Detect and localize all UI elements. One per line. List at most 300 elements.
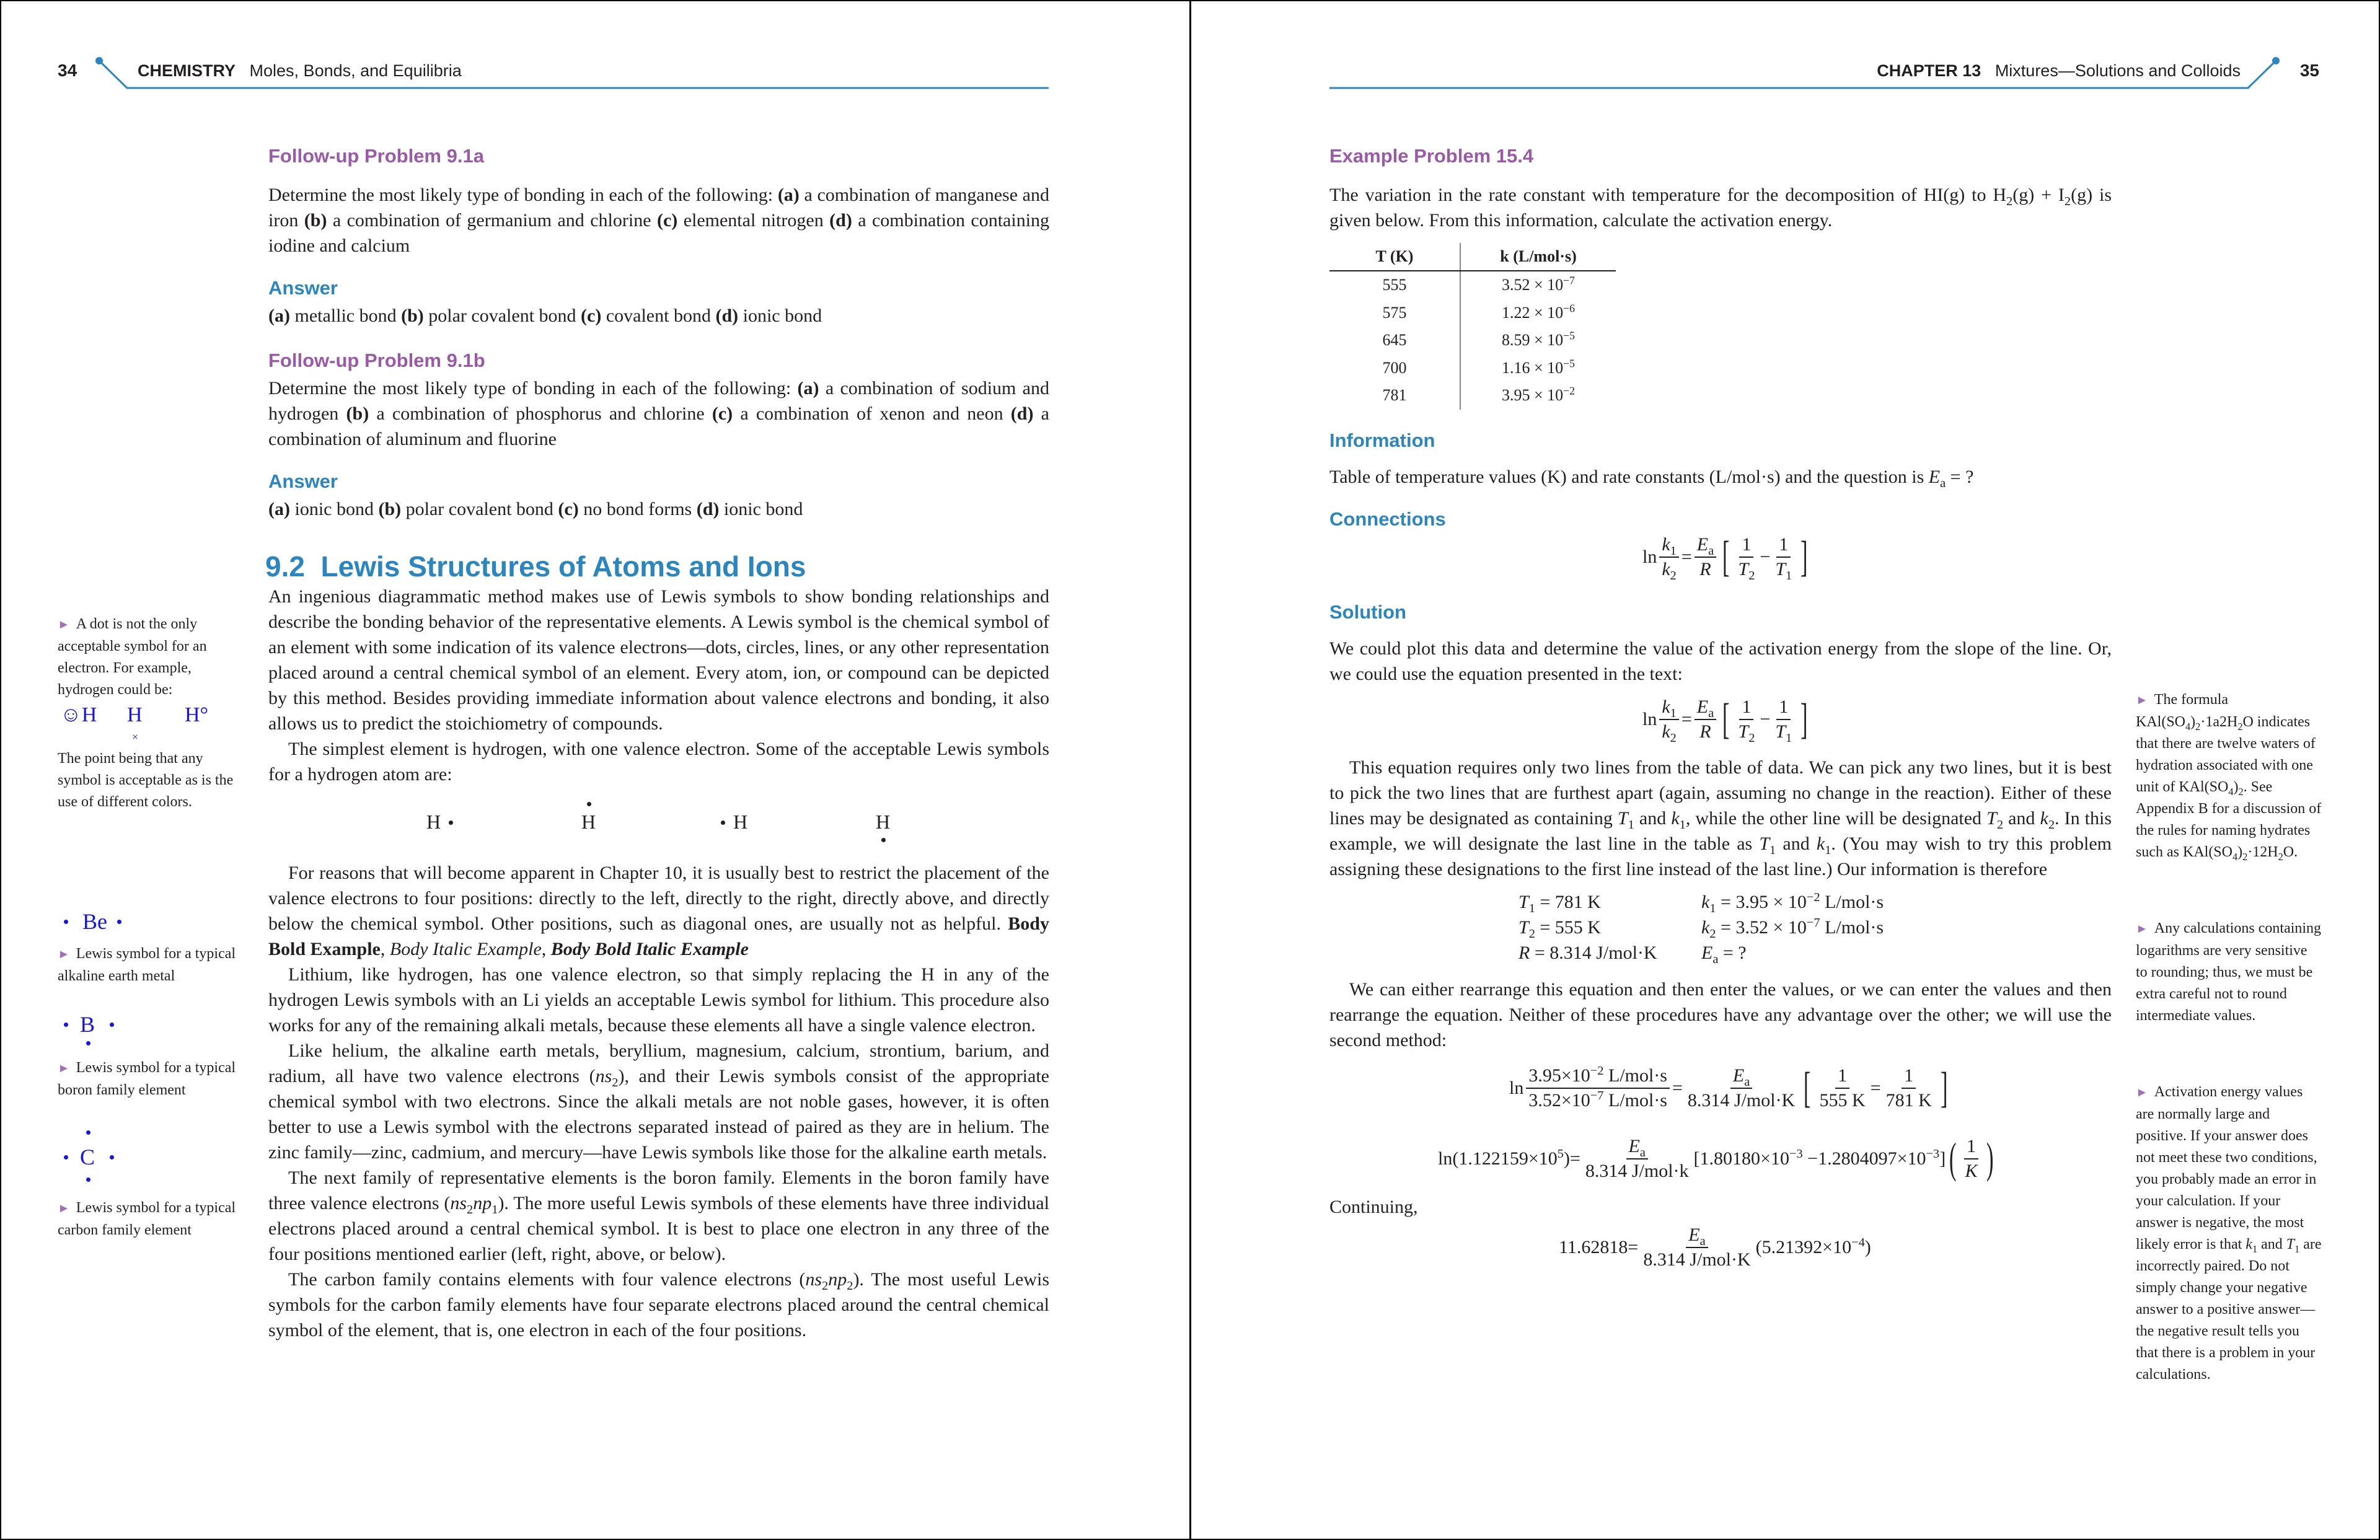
electron-dot-icon: [86, 1041, 90, 1045]
text-run: . In this example, we will designate the last line in the table as: [1329, 807, 2112, 854]
text-run: a: [1712, 952, 1719, 966]
text-run: (c): [656, 210, 678, 231]
text-run: a: [1940, 476, 1946, 490]
column-header: k (L/mol·s): [1460, 243, 1616, 271]
text-run: a: [1708, 706, 1714, 720]
text-run: Body Bold Italic Example: [550, 939, 749, 959]
text-run: 8.314 J/mol·K: [1643, 1249, 1751, 1270]
text-run: = 3.52 × 10: [1716, 917, 1807, 938]
text-run: metallic bond: [289, 306, 402, 326]
text-run: = ?: [1718, 942, 1747, 963]
text-run: and: [2257, 1236, 2286, 1252]
text-run: L/mol·s: [1603, 1089, 1667, 1111]
text-run: 2: [2048, 817, 2055, 832]
lewis-be-symbol: Be: [58, 909, 182, 936]
electron-dot-icon: [86, 1177, 90, 1182]
given-value: [1701, 889, 1949, 915]
text-run: a combination of phosphorus and chlorine: [369, 403, 712, 424]
paragraph: [268, 1038, 1049, 1165]
text-run: a combination of manganese and iron: [268, 185, 1049, 231]
text-run: For reasons that will become apparent in Chapter 10, it is usually best to restrict the placement of the valence electrons to four positions: directly to the left, directly to the right, directly above, and directly below the chemical symbol. Other positions, such as diagonal ones, are usually not as helpful.: [268, 863, 1049, 934]
table-row: [1329, 382, 1616, 410]
text-run: E: [1696, 696, 1709, 717]
text-run: 1: [2252, 1243, 2258, 1255]
triangle-marker-icon: ►: [2136, 922, 2148, 936]
text-run: and: [1634, 807, 1672, 829]
given-values: [1518, 889, 2112, 966]
bracket-close: ]: [1940, 1063, 1948, 1112]
lewis-c-symbol: C: [58, 1128, 182, 1187]
header-title: Moles, Bonds, and Equilibria: [249, 61, 462, 80]
temperature-cell: 645: [1329, 327, 1460, 354]
text-run: a combination of germanium and chlorine: [327, 210, 657, 231]
text-run: ns: [595, 1066, 612, 1086]
text-run: R: [1699, 558, 1711, 579]
bracket-close: ]: [1800, 695, 1808, 743]
triangle-marker-icon: ►: [58, 1062, 70, 1075]
text-run: −7: [1590, 1088, 1604, 1102]
text-run: [1.80180×10: [1693, 1148, 1789, 1169]
text-run: , while the other line will be designated: [1685, 807, 1987, 829]
temperature-cell: 555: [1329, 271, 1460, 299]
text-run: a combination of sodium and hydrogen: [268, 378, 1049, 424]
text-run: a: [1744, 1075, 1750, 1089]
text-run: E: [1628, 1135, 1640, 1156]
text-run: = 781 K: [1535, 891, 1601, 912]
bracket-open: [: [1722, 532, 1730, 581]
rate-constant-cell: $3.52 \times 10^{-7}$: [1502, 274, 1575, 294]
problem-heading: Follow-up Problem 9.1a: [268, 145, 484, 167]
text-run: (b): [304, 210, 327, 231]
text-run: 2: [847, 1279, 853, 1293]
text-run: We could plot this data and determine the value of the activation energy from the slope of the line. Or, we could use the equation presented in the text:: [1329, 638, 2112, 684]
text-run: a combination of xenon and neon: [733, 403, 1011, 424]
text-run: ·12H: [2247, 844, 2278, 860]
text-run: (d): [1010, 403, 1034, 424]
temperature-cell: 700: [1329, 354, 1460, 382]
temperature-cell: 575: [1329, 299, 1460, 327]
text-run: L/mol·s: [1820, 891, 1884, 912]
text-run: . See Appendix B for a discussion of the rules for naming hydrates such as KAl(SO: [2136, 779, 2322, 860]
text-run: T: [1759, 833, 1770, 854]
text-run: T: [1775, 721, 1786, 742]
electron-dot-icon: [117, 920, 121, 924]
text-run: E: [1732, 1065, 1745, 1086]
problem-text: [268, 182, 1049, 258]
bracket-open: [: [1804, 1063, 1811, 1112]
electron-dot-icon: [721, 821, 725, 825]
text-run: 2: [822, 1279, 829, 1293]
margin-note: [2136, 918, 2322, 1027]
text-run: T: [2286, 1236, 2295, 1252]
text-run: k: [1662, 696, 1670, 717]
left-header-rule: [0, 0, 1190, 99]
text-run: 2: [1748, 731, 1755, 745]
text-run: k: [1701, 917, 1710, 938]
text-run: T: [1986, 807, 1997, 829]
electron-dot-icon: [449, 821, 453, 825]
text-run: Body Italic Example: [389, 939, 542, 959]
running-header: [138, 61, 462, 81]
text-run: ): [1864, 1236, 1871, 1257]
margin-note: [2136, 689, 2322, 863]
margin-note: [2136, 1081, 2322, 1386]
text-run: ns: [805, 1269, 822, 1290]
text-run: −3: [1926, 1146, 1940, 1161]
text-run: (c): [581, 306, 602, 326]
text-run: (c): [712, 403, 733, 424]
text-run: np: [473, 1193, 492, 1213]
ln-label: ln: [1642, 708, 1657, 729]
text-run: 1: [1786, 568, 1792, 583]
text-run: (a): [268, 306, 290, 326]
text-run: k: [2246, 1236, 2252, 1252]
text-run: Lithium, like hydrogen, has one valence electron, so that simply replacing the H in any of the hydrogen Lewis symbols with an Li yields an acceptable Lewis symbol for lithium. This procedure also works for any of the remaining alkali metals, because these elements all have a single valence electron.: [268, 964, 1049, 1036]
text-run: ·1a2H: [2200, 714, 2238, 730]
triangle-marker-icon: ►: [2136, 1086, 2148, 1099]
text-run: . (You may wish to try this problem assigning these designations to the first line instead of the last line.) Our information is therefore: [1329, 833, 2112, 879]
solution-text: [1329, 636, 2112, 687]
text-run: Determine the most likely type of bonding in each of the following:: [268, 378, 798, 398]
text-run: (b): [346, 403, 369, 424]
text-run: L/mol·s: [1820, 917, 1884, 938]
book-title: CHEMISTRY: [138, 61, 236, 80]
paragraph: [268, 962, 1049, 1038]
text-run: The formula KAl(SO: [2136, 692, 2229, 730]
left-main-column: [265, 144, 1050, 1343]
text-run: T: [1775, 558, 1786, 579]
text-run: 2: [467, 1203, 474, 1217]
text-run: (g) + I: [2012, 185, 2065, 205]
triangle-marker-icon: ►: [2136, 693, 2148, 707]
text-run: polar covalent bond: [401, 499, 558, 519]
text-run: k: [1701, 891, 1710, 912]
right-header-rule: [1190, 0, 2380, 99]
text-run: polar covalent bond: [423, 306, 581, 326]
text-run: = ?: [1946, 466, 1974, 487]
table-row: [1329, 354, 1616, 382]
text-run: 2: [1996, 817, 2004, 832]
section-heading: [265, 549, 1049, 584]
page-number: 35: [2299, 61, 2319, 80]
text-run: O indicates that there are twelve waters of hydration associated with one unit of KAl(SO: [2136, 714, 2316, 795]
text-run: 2: [1709, 926, 1716, 941]
text-run: k: [2040, 807, 2048, 829]
text-run: ,: [380, 939, 390, 959]
text-run: ): [2237, 844, 2243, 860]
text-run: (a): [777, 185, 800, 205]
text-run: and: [1776, 833, 1817, 854]
text-run: This equation requires only two lines from the table of data. We can pick any two lines, but it is best to pick the two lines that are furthest apart (again, assuming no change in the reaction). Either of these lines may be designated as containing: [1329, 757, 2112, 829]
answer-heading: Answer: [268, 277, 338, 299]
answer-text: [268, 496, 1049, 522]
column-header: T (K): [1329, 243, 1460, 271]
text-run: 2: [2195, 720, 2201, 733]
text-run: E: [1688, 1224, 1700, 1245]
bracket-close: ]: [1800, 532, 1808, 581]
text-run: 5: [1557, 1146, 1564, 1161]
paragraph: [268, 736, 1049, 787]
text-run: 1: [491, 1203, 498, 1217]
example-text: [1329, 182, 2112, 233]
text-run: ), and their Lewis symbols consist of the appropriate chemical symbol with two electrons. Since the alkali metals are not noble gases, however, it is often better to use a Lewis symbol with the electrons separated instead of paired as they are in helium. The zinc family—zinc, cadmium, and mercury—have Lewis symbols like those for the alkaline earth metals.: [268, 1066, 1049, 1163]
example-heading: Example Problem 15.4: [1329, 145, 1534, 167]
text-run: T: [1738, 721, 1749, 742]
text-run: R: [1699, 721, 1711, 742]
text-run: −4: [1851, 1235, 1865, 1249]
connections-heading: Connections: [1329, 508, 1446, 530]
paren-open: (: [1949, 1134, 1957, 1182]
text-run: Determine the most likely type of bonding in each of the following:: [268, 185, 778, 205]
text-run: ns: [450, 1193, 467, 1213]
right-main-column: [1329, 144, 2112, 1272]
text-run: (b): [378, 499, 402, 519]
text-run: 1: [1742, 696, 1752, 717]
text-run: (b): [401, 306, 424, 326]
text-run: Any calculations containing logarithms are very sensitive to rounding; thus, we must be extra careful not to round intermediate values.: [2136, 920, 2322, 1024]
text-run: (g) is given below. From this information, calculate the activation energy.: [1329, 185, 2112, 231]
text-run: 2: [2242, 850, 2248, 863]
given-value: [1518, 940, 1701, 966]
rate-constant-table: [1329, 243, 1616, 410]
text-run: a combination containing iodine and calcium: [268, 210, 1050, 256]
text-run: ]: [1939, 1148, 1946, 1169]
text-run: 2: [612, 1076, 619, 1089]
solution-text: [1329, 977, 2112, 1053]
answer-heading: Answer: [268, 470, 338, 492]
text-run: 1: [1786, 731, 1792, 745]
rate-constant-cell: $1.16 \times 10^{-5}$: [1502, 357, 1575, 377]
rate-constant-cell: $1.22 \times 10^{-6}$: [1502, 302, 1575, 322]
text-run: 2: [1748, 568, 1755, 583]
text-run: −1.2804097×10: [1802, 1148, 1926, 1169]
triangle-marker-icon: ►: [58, 1202, 70, 1215]
text-run: 781 K: [1885, 1089, 1932, 1111]
text-run: 8.314 J/mol·k: [1585, 1160, 1689, 1181]
text-run: Table of temperature values (K) and rate constants (L/mol·s) and the question is: [1329, 466, 1929, 487]
text-run: ). The more useful Lewis symbols of these elements have three individual electrons placed around a central chemical symbol. It is best to place one electron in any three of the four positions mentioned earlier (left, right, above, or below).: [268, 1193, 1049, 1264]
text-run: 1: [2294, 1243, 2300, 1255]
text-run: ln(1.122159×10: [1438, 1148, 1558, 1169]
text-run: −3: [1789, 1146, 1803, 1161]
substituted-equation: ln $\frac{3.95\times 10^{-2} L/mol\cdot s}{3.52\times 10^{-7} L/mol\cdot s}$ = $\frac{E_a}{\text{8.314 J/mol·K}}$ [ $\frac{1}{555 K}$ = $\frac{1}{781 K}$ ]: [1509, 1063, 1948, 1112]
information-heading: Information: [1329, 429, 1435, 451]
text-run: = 555 K: [1535, 917, 1601, 938]
text-run: 1: [1904, 1065, 1914, 1086]
text-run: The next family of representative elements is the boron family. Elements in the boron family have three valence electrons (: [268, 1168, 1049, 1213]
text-run: 8.314 J/mol·K: [1687, 1089, 1796, 1111]
text-run: elemental nitrogen: [677, 210, 830, 231]
text-run: covalent bond: [601, 306, 716, 326]
table-row: [1329, 327, 1616, 354]
text-run: ionic bond: [738, 306, 822, 326]
bracket-open: [: [1722, 695, 1730, 743]
page-number: 34: [58, 61, 77, 80]
given-value: [1701, 940, 1949, 966]
text-run: 1: [1838, 1065, 1848, 1086]
text-run: k: [1816, 833, 1825, 854]
text-run: 2: [2064, 195, 2071, 208]
information-text: [1329, 464, 2112, 490]
hydrogen-symbol-variants: ☺H H × H°: [60, 703, 209, 743]
text-run: (a): [268, 499, 290, 519]
arrhenius-equation: ln $\frac{k_1}{k_2}$ = $\frac{E_a}{R}$ [ $\frac{1}{T_2}$ − $\frac{1}{T_1}$ ]: [1642, 532, 1808, 583]
text-run: 4: [2232, 850, 2238, 863]
text-run: T: [1738, 558, 1749, 579]
ln-label: ln: [1642, 546, 1657, 567]
text-run: k: [1662, 721, 1670, 742]
text-run: a: [1639, 1145, 1646, 1159]
text-run: Body Bold Example: [268, 913, 1049, 959]
electron-dot-icon: [64, 1155, 68, 1159]
paragraph: [268, 860, 1049, 962]
temperature-cell: 781: [1329, 382, 1460, 410]
text-run: ): [2190, 714, 2196, 730]
section-number: 9.2: [265, 550, 305, 583]
text-run: a: [1699, 1234, 1706, 1248]
text-run: 2: [1670, 568, 1677, 583]
text-run: 1: [1709, 901, 1716, 915]
text-run: 2: [2006, 195, 2013, 208]
hydrogen-lewis-symbols: H H H H: [268, 792, 1049, 860]
text-run: 3.52×10: [1528, 1089, 1590, 1111]
text-run: 4: [2228, 785, 2234, 798]
text-run: k: [1662, 534, 1670, 555]
text-run: T: [1617, 807, 1628, 829]
electron-dot-icon: [881, 838, 886, 842]
text-run: (d): [715, 306, 739, 326]
text-run: 1: [1779, 534, 1789, 555]
rate-constant-cell: $3.95 \times 10^{-2}$: [1502, 384, 1575, 405]
solution-text: [1329, 755, 2112, 882]
text-run: (d): [696, 499, 720, 519]
text-run: 2: [2237, 720, 2243, 733]
text-run: The simplest element is hydrogen, with one valence electron. Some of the acceptable Lewis symbols for a hydrogen atom are:: [268, 739, 1049, 785]
text-run: 2: [2238, 785, 2244, 798]
running-header: [1877, 61, 2241, 81]
margin-note: ► Lewis symbol for a typical boron family element: [58, 1060, 236, 1098]
text-run: E: [1701, 942, 1713, 963]
text-run: (a): [797, 378, 819, 398]
text-run: = 3.95 × 10: [1716, 891, 1807, 912]
text-run: ): [2233, 779, 2239, 795]
rate-constant-cell: $8.59 \times 10^{-5}$: [1502, 329, 1575, 350]
text-run: R: [1518, 942, 1530, 963]
solution-heading: Solution: [1329, 601, 1406, 623]
text-run: −2: [1590, 1063, 1604, 1078]
text-run: The carbon family contains elements with four valence electrons (: [288, 1269, 806, 1290]
text-run: 4: [2185, 720, 2191, 733]
electron-dot-icon: [64, 920, 68, 924]
text-run: = 8.314 J/mol·K: [1530, 942, 1657, 963]
text-run: ): [1563, 1148, 1570, 1169]
table-row: [1329, 299, 1616, 327]
electron-dot-icon: [86, 1130, 90, 1135]
text-run: 1: [1528, 901, 1535, 915]
text-run: ionic bond: [289, 499, 379, 519]
text-run: 1: [1679, 817, 1686, 832]
text-run: 1: [1628, 817, 1634, 832]
paragraph: [268, 1165, 1049, 1267]
cross-electron-icon: ×: [132, 731, 139, 743]
electron-dot-icon: [110, 1023, 114, 1027]
evaluated-equation: $\ln(1.122159\times 10^5)$ = $\frac{E_a}{\text{8.314 J/mol·k}}$ $[1.80180\times 10^{-3} -1.2804097\times 10^{-3}]$ ( $\frac{1}{K}$ ): [1438, 1134, 1994, 1182]
text-run: The variation in the rate constant with temperature for the decomposition of HI(g) to H: [1329, 185, 2007, 205]
margin-note: ► Lewis symbol for a typical alkaline earth metal: [58, 946, 236, 984]
text-run: 2: [1670, 731, 1677, 745]
given-value: [1518, 889, 1701, 915]
given-value: [1701, 915, 1949, 940]
text-run: 1: [1670, 543, 1677, 558]
text-run: Activation energy values are normally large and positive. If your answer does not meet these two conditions, you probably made an error in your calculation. If your answer is negative, the most likely error is that: [2136, 1084, 2317, 1252]
text-run: are incorrectly paired. Do not simply change your negative answer to a positive answer—the negative result tells you that there is a problem in your calculations.: [2136, 1236, 2322, 1383]
lewis-b-symbol: B: [58, 1011, 182, 1050]
text-run: 1: [1742, 534, 1752, 555]
chapter-label: CHAPTER 13: [1877, 61, 1981, 80]
text-run: 2: [2278, 850, 2283, 863]
text-run: ,: [541, 939, 551, 959]
text-run: O.: [2283, 844, 2298, 860]
text-run: T: [1518, 917, 1529, 938]
triangle-marker-icon: ►: [58, 618, 70, 631]
text-run: and: [2003, 807, 2040, 829]
electron-dot-icon: [587, 802, 591, 806]
header-title: Mixtures—Solutions and Colloids: [1994, 61, 2241, 80]
text-run: k: [1671, 807, 1680, 829]
given-value: [1518, 915, 1701, 940]
text-run: 1: [1670, 706, 1677, 720]
text-run: a combination of aluminum and fluorine: [268, 403, 1049, 449]
text-run: We can either rearrange this equation and then enter the values, or we can enter the values and then rearrange the equation. Neither of these procedures have any advantage over the other; we will use the second method:: [1329, 979, 2112, 1050]
section-title: Lewis Structures of Atoms and Ions: [320, 550, 806, 583]
margin-note: ► A dot is not the only acceptable symbol for an electron. For example, hydrogen could be: ☺H H × H° The point being that any symbol is acceptable as is the use of different colors.: [58, 614, 244, 813]
text-run: −2: [1806, 890, 1820, 904]
electron-dot-icon: [110, 1155, 114, 1159]
spine-divider: [1189, 0, 1191, 1540]
text-run: np: [828, 1269, 847, 1290]
arrhenius-equation: ln $\frac{k_1}{k_2}$ = $\frac{E_a}{R}$ [ $\frac{1}{T_2}$ − $\frac{1}{T_1}$ ]: [1642, 695, 1808, 745]
text-run: (c): [558, 499, 579, 519]
text-run: E: [1696, 534, 1709, 555]
text-run: (d): [829, 210, 852, 231]
electron-dot-icon: [64, 1023, 68, 1027]
text-run: 555 K: [1819, 1089, 1866, 1111]
text-run: K: [1965, 1160, 1978, 1181]
text-run: E: [1928, 466, 1941, 487]
text-run: 2: [1528, 926, 1535, 941]
text-run: Like helium, the alkaline earth metals, beryllium, magnesium, calcium, strontium, barium, and radium, all have two valence electrons (: [268, 1041, 1049, 1086]
text-run: 1: [1967, 1135, 1977, 1156]
margin-note: ► Lewis symbol for a typical carbon family element: [58, 1200, 236, 1238]
triangle-marker-icon: ►: [58, 948, 70, 961]
text-run: 1: [1825, 843, 1831, 857]
problem-text: [268, 376, 1049, 452]
paren-close: ): [1986, 1134, 1994, 1182]
text-run: An ingenious diagrammatic method makes use of Lewis symbols to show bonding relationships and describe the bonding behavior of the representative elements. A Lewis symbol is the chemical symbol of an element with some indication of its valence electrons—dots, circles, lines, or any other representation placed around a central chemical symbol of an element. Every atom, ion, or compound can be depicted by this method. Besides providing immediate information about valence electrons and bonding, it also allows us to predict the stoichiometry of compounds.: [268, 586, 1049, 734]
text-run: k: [1662, 558, 1670, 579]
text-run: L/mol·s: [1603, 1065, 1667, 1086]
table-row: [1329, 271, 1616, 299]
simplified-equation: 11.62818 = $\frac{E_a}{\text{8.314 J/mol·K}}$ $(5.21392\times 10^{-4})$: [1559, 1224, 1871, 1270]
text-run: 3.95×10: [1528, 1065, 1590, 1086]
continuing-text: Continuing,: [1329, 1196, 1418, 1217]
text-run: ). The most useful Lewis symbols for the carbon family elements have four separate electrons placed around the central chemical symbol of the element, that is, one electron in each of the four positions.: [268, 1269, 1049, 1340]
text-run: ionic bond: [719, 499, 803, 519]
text-run: T: [1518, 891, 1529, 912]
answer-text: [268, 303, 1049, 328]
text-run: no bond forms: [578, 499, 697, 519]
paragraph: [268, 1267, 1049, 1343]
